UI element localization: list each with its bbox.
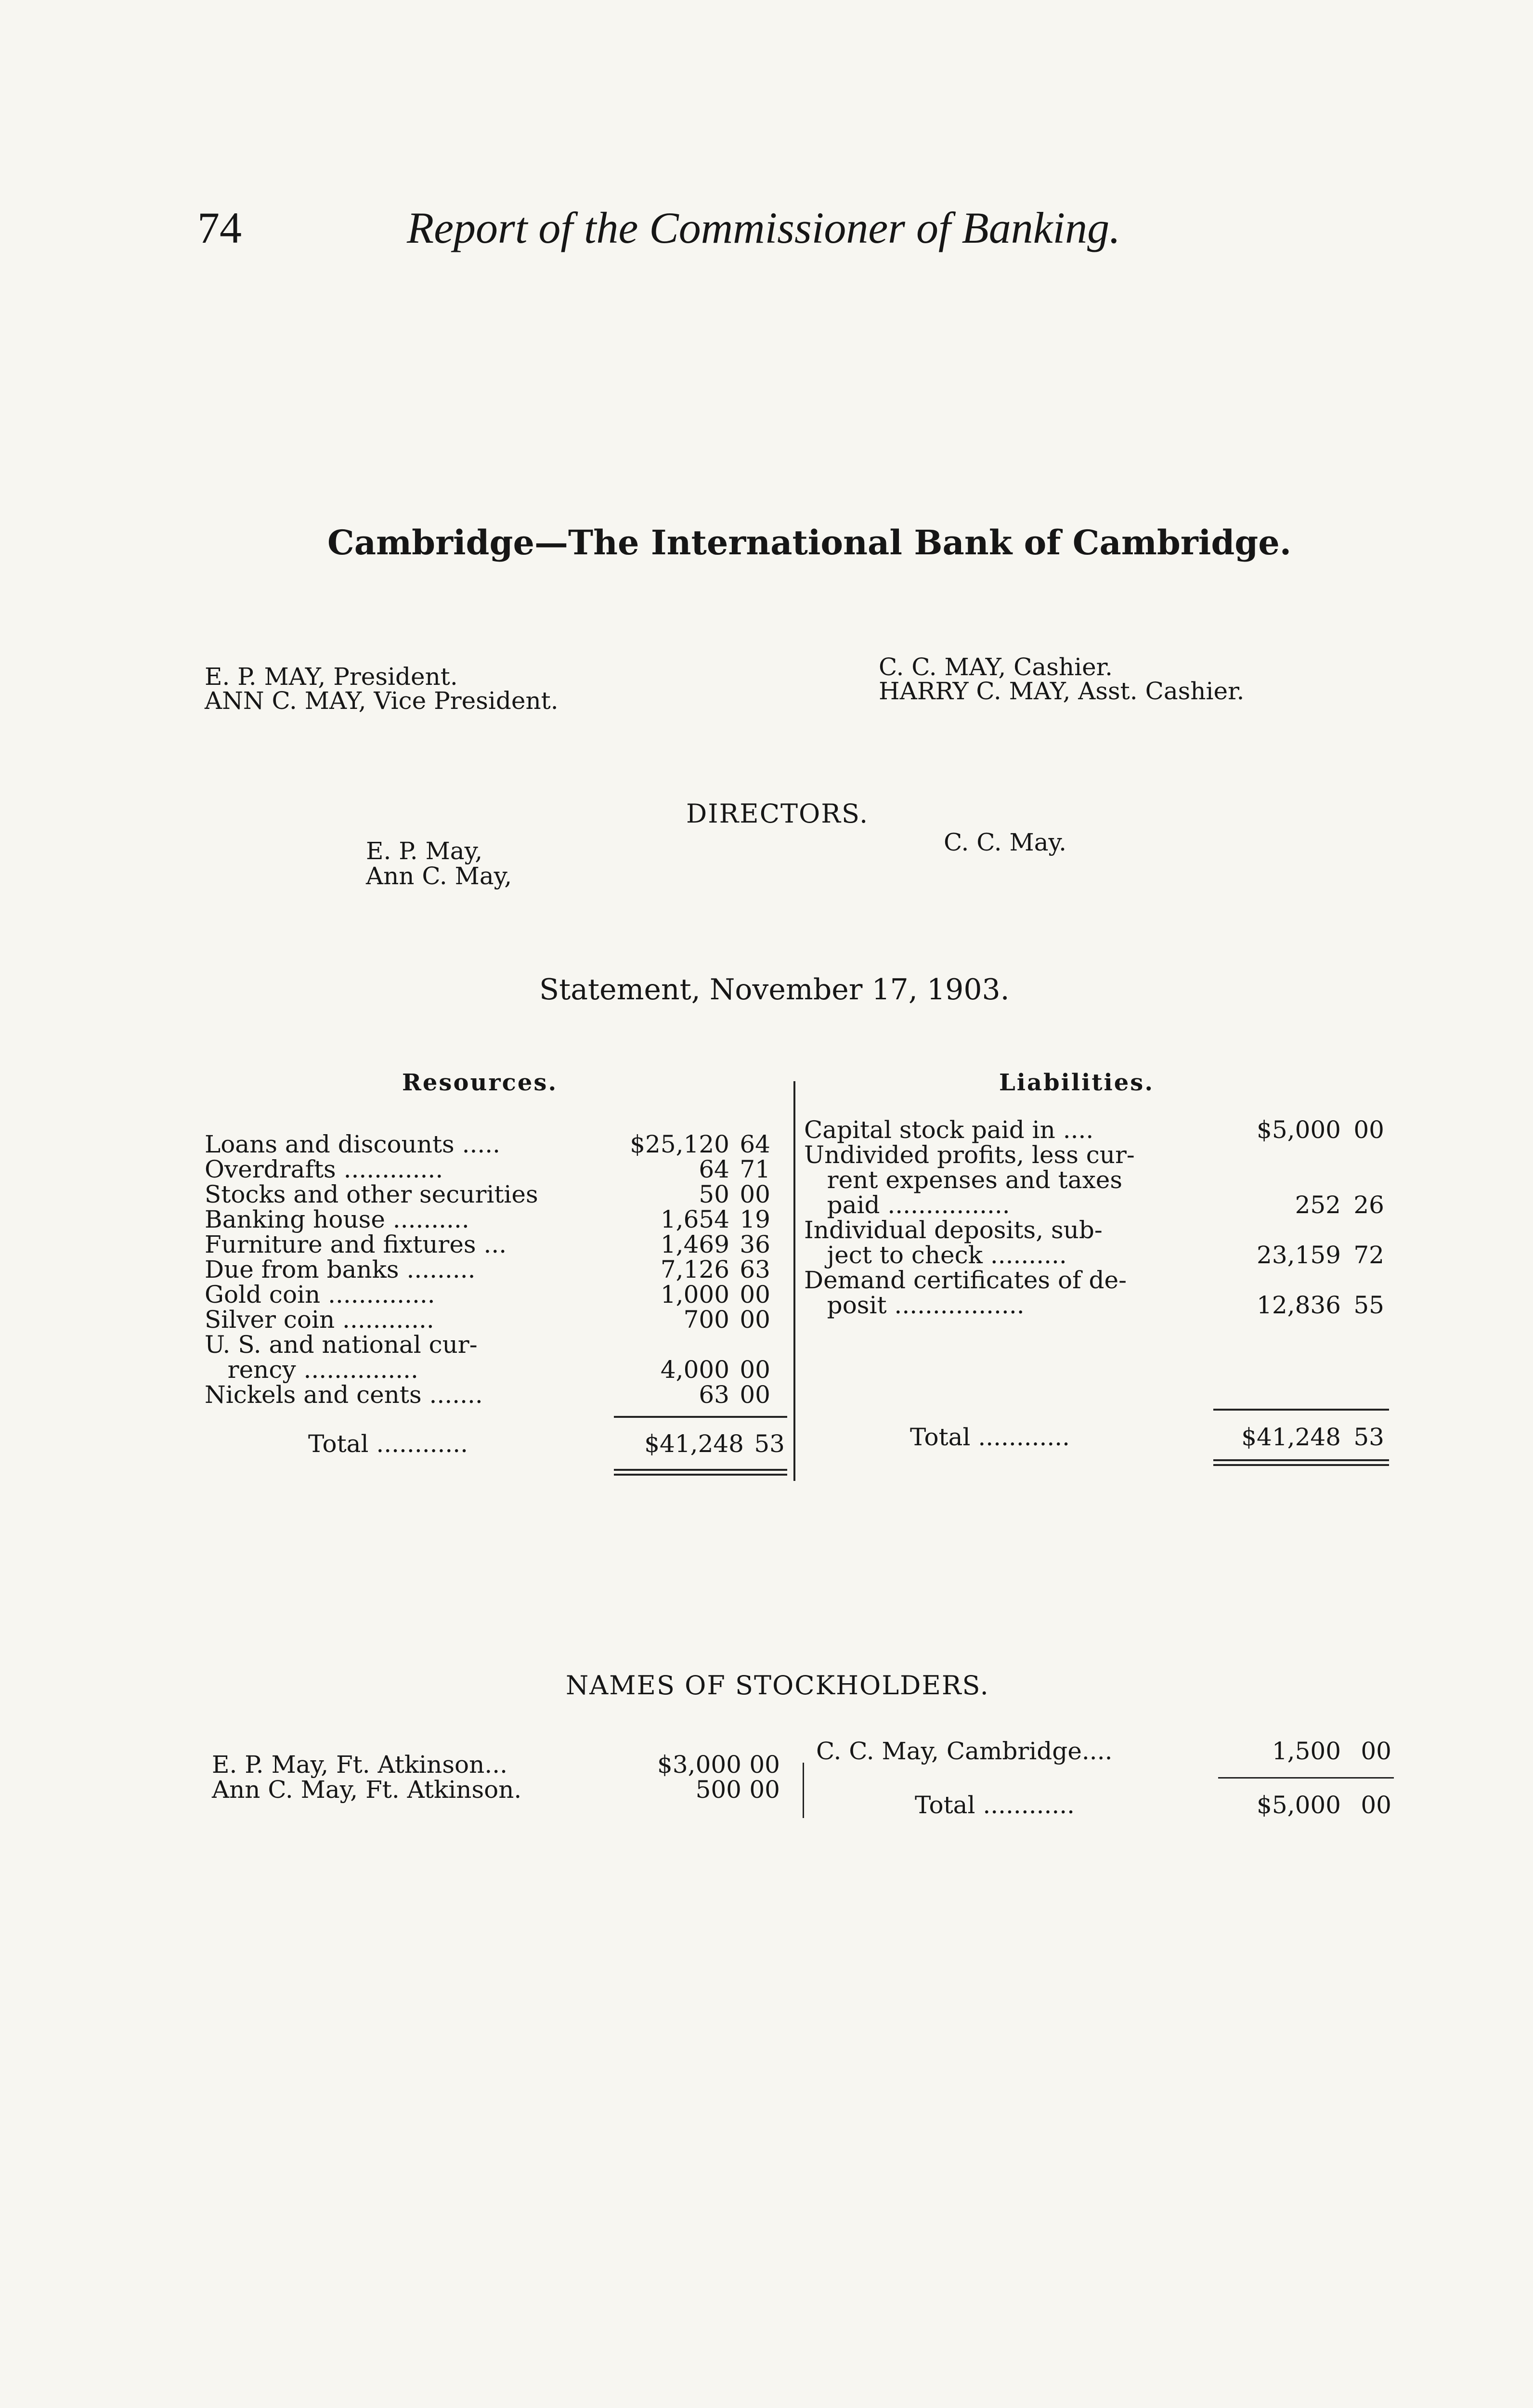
resources-total-double-rule [614, 1469, 787, 1471]
resource-cents: 36 [740, 1230, 770, 1258]
resource-label: Loans and discounts ..... [205, 1130, 501, 1158]
resource-dollars: 1,654 [660, 1205, 729, 1233]
stockholders-total-label: Total ............ [915, 1791, 1075, 1819]
liability-label: paid ................ [804, 1191, 1010, 1219]
liability-cents: 72 [1353, 1241, 1384, 1269]
resource-dollars: $25,120 [630, 1130, 729, 1158]
liability-label: rent expenses and taxes [804, 1166, 1123, 1194]
stockholder-dollars: 500 [695, 1776, 741, 1804]
officer-asst-cashier: HARRY C. MAY, Asst. Cashier. [879, 677, 1245, 705]
liabilities-total-rule [1213, 1409, 1389, 1411]
resources-total-rule [614, 1416, 787, 1418]
resource-cents: 64 [740, 1130, 770, 1158]
liabilities-heading: Liabilities. [999, 1069, 1155, 1096]
liabilities-total-cents: 53 [1353, 1423, 1384, 1451]
directors-heading: DIRECTORS. [686, 798, 869, 829]
resource-dollars: 4,000 [660, 1356, 729, 1384]
liability-cents: 00 [1353, 1116, 1384, 1144]
resource-dollars: 64 [699, 1155, 729, 1183]
resource-label: Nickels and cents ....... [205, 1381, 483, 1409]
stockholders-total-dollars: $5,000 [1257, 1791, 1341, 1819]
liability-dollars: 12,836 [1257, 1291, 1341, 1319]
resource-cents: 63 [740, 1256, 770, 1283]
liability-dollars: $5,000 [1257, 1116, 1341, 1144]
resource-cents: 00 [740, 1306, 770, 1334]
officer-cashier: C. C. MAY, Cashier. [879, 653, 1113, 681]
stockholder-label: C. C. May, Cambridge.... [816, 1737, 1113, 1765]
resource-label: Banking house .......... [205, 1205, 469, 1233]
statement-title: Statement, November 17, 1903. [539, 973, 1010, 1007]
liability-dollars: 23,159 [1257, 1241, 1341, 1269]
stockholders-total-rule [1218, 1777, 1394, 1779]
stockholder-cents: 00 [749, 1776, 780, 1804]
liability-label: Capital stock paid in .... [804, 1116, 1094, 1144]
liabilities-total-double-rule [1213, 1459, 1389, 1461]
liability-label: Individual deposits, sub- [804, 1216, 1103, 1244]
resource-cents: 00 [740, 1281, 770, 1309]
resource-dollars: 63 [699, 1381, 729, 1409]
resource-dollars: 700 [683, 1306, 729, 1334]
resources-total-dollars: $41,248 [644, 1430, 744, 1458]
resource-label: U. S. and national cur- [205, 1331, 478, 1359]
officer-vice-president: ANN C. MAY, Vice President. [205, 687, 559, 715]
resource-dollars: 7,126 [660, 1256, 729, 1283]
resource-label: Overdrafts ............. [205, 1155, 443, 1183]
resource-dollars: 50 [699, 1180, 729, 1208]
resource-label: Stocks and other securities [205, 1180, 538, 1208]
column-divider [793, 1081, 795, 1481]
resources-total-double-rule [614, 1474, 787, 1476]
resource-label: Silver coin ............ [205, 1306, 434, 1334]
running-title: Report of the Commissioner of Banking. [407, 203, 1121, 252]
resource-dollars: 1,000 [660, 1281, 729, 1309]
resource-cents: 19 [740, 1205, 770, 1233]
stockholders-heading: NAMES OF STOCKHOLDERS. [566, 1670, 989, 1701]
resources-total-label: Total ............ [308, 1430, 468, 1458]
liability-label: posit ................. [804, 1291, 1025, 1319]
resources-total-cents: 53 [754, 1430, 785, 1458]
liability-cents: 55 [1353, 1291, 1384, 1319]
stockholder-cents: 00 [749, 1751, 780, 1779]
resource-dollars: 1,469 [660, 1230, 729, 1258]
director-name: C. C. May. [944, 828, 1067, 856]
resource-label: rency ............... [205, 1356, 418, 1384]
stockholder-label: Ann C. May, Ft. Atkinson. [212, 1776, 522, 1804]
stockholders-divider [803, 1763, 804, 1818]
stockholder-label: E. P. May, Ft. Atkinson... [212, 1751, 508, 1779]
liabilities-total-label: Total ............ [910, 1423, 1070, 1451]
stockholder-dollars: $3,000 [657, 1751, 741, 1779]
stockholder-dollars: 1,500 [1272, 1737, 1341, 1765]
stockholders-total-cents: 00 [1361, 1791, 1391, 1819]
resource-cents: 00 [740, 1180, 770, 1208]
liability-cents: 26 [1353, 1191, 1384, 1219]
stockholder-cents: 00 [1361, 1737, 1391, 1765]
liability-label: Undivided profits, less cur- [804, 1141, 1135, 1169]
resource-cents: 00 [740, 1356, 770, 1384]
page-number: 74 [197, 203, 242, 252]
resources-heading: Resources. [402, 1069, 558, 1096]
resource-cents: 00 [740, 1381, 770, 1409]
resource-label: Gold coin .............. [205, 1281, 435, 1309]
liability-label: Demand certificates of de- [804, 1266, 1127, 1294]
liability-dollars: 252 [1295, 1191, 1341, 1219]
resource-cents: 71 [740, 1155, 770, 1183]
liabilities-total-dollars: $41,248 [1241, 1423, 1341, 1451]
liability-label: ject to check .......... [804, 1241, 1067, 1269]
resource-label: Furniture and fixtures ... [205, 1230, 507, 1258]
officer-president: E. P. MAY, President. [205, 663, 458, 691]
director-name: E. P. May, [366, 837, 483, 865]
resource-label: Due from banks ......... [205, 1256, 476, 1283]
liabilities-total-double-rule [1213, 1464, 1389, 1466]
director-name: Ann C. May, [366, 862, 512, 890]
bank-title: Cambridge—The International Bank of Cambridge. [327, 523, 1292, 563]
